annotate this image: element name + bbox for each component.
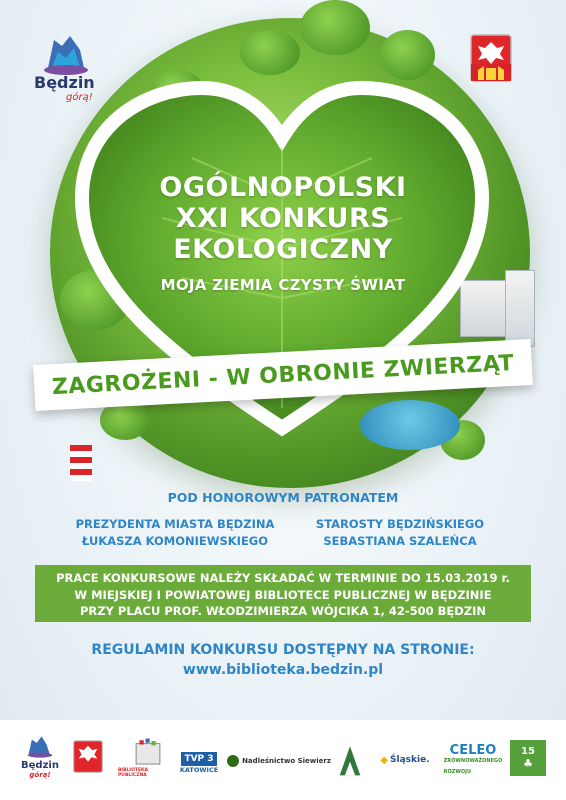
- library-book-icon: [131, 738, 165, 768]
- celeo-logo: [443, 742, 503, 776]
- patron-mayor-name: ŁUKASZA KOMONIEWSKIEGO: [81, 534, 269, 548]
- slaskie-text: Śląskie.: [390, 755, 430, 765]
- title-line-2: XXI KONKURS: [175, 203, 391, 234]
- bedzin-crest-icon: [470, 34, 512, 92]
- patron-mayor-title: PREZYDENTA MIASTA BĘDZINA: [75, 517, 275, 531]
- bedzin-sponsor-logo: [18, 728, 62, 784]
- submission-line-1: PRACE KONKURSOWE NALEŻY SKŁADAĆ W TERMINIE DO 15.03.2019 r.: [56, 571, 510, 585]
- rules-heading: REGULAMIN KONKURSU DOSTĘPNY NA STRONIE:: [91, 642, 475, 658]
- library-logo-text: BIBLIOTEKA PUBLICZNA: [118, 767, 149, 778]
- lighthouse-illustration: [70, 445, 92, 481]
- nadlesnictwo-logo: [226, 750, 332, 772]
- celeo-sub: ZRÓWNOWAŻONEGO ROZWOJU: [443, 757, 503, 775]
- patron-starost-name: SEBASTIANA SZALEŃCA: [323, 534, 477, 548]
- tvp3-text: TVP 3: [181, 752, 216, 766]
- tvp3-logo: [176, 746, 222, 780]
- title-subtitle: MOJA ZIEMIA CZYSTY ŚWIAT: [160, 276, 406, 294]
- bedzin-logo-text: Będzin: [34, 73, 95, 92]
- sdg15-logo: [510, 740, 546, 776]
- tvp3-city: KATOWICE: [179, 766, 219, 774]
- bedzin-logo-tag: górą!: [66, 92, 93, 103]
- title-line-1: OGÓLNOPOLSKI: [159, 172, 407, 203]
- celeo-text: CELEO: [449, 742, 497, 758]
- sdg15-number: 15: [521, 746, 535, 757]
- title-line-3: EKOLOGICZNY: [173, 234, 393, 265]
- slaskie-icon: ◆: [380, 754, 389, 766]
- patron-mayor: [60, 516, 290, 550]
- tree-illustration: [240, 30, 300, 75]
- submission-info-box: [35, 565, 531, 622]
- bedzin-sponsor-icon: [22, 734, 58, 760]
- mountain-icon: [338, 742, 362, 778]
- nadlesnictwo-text: Nadleśnictwo Siewierz: [242, 757, 331, 765]
- rules-url-link[interactable]: www.biblioteka.bedzin.pl: [182, 662, 384, 678]
- bedzin-sponsor-tag: górą!: [29, 770, 51, 779]
- crest-sponsor-icon: [72, 738, 104, 778]
- patron-starost: [300, 516, 500, 550]
- submission-line-3: PRZY PLACU PROF. WŁODZIMIERZA WÓJCIKA 1, 42-500 BĘDZIN: [79, 604, 487, 618]
- sponsor-logos-strip: [0, 720, 566, 800]
- tree-illustration: [300, 0, 370, 55]
- submission-line-2: W MIEJSKIEJ I POWIATOWEJ BIBLIOTECE PUBLICZNEJ W BĘDZINIE: [74, 587, 492, 602]
- library-logo: [118, 730, 178, 785]
- life-on-land-icon: ♣: [523, 757, 533, 770]
- patron-starost-title: STAROSTY BĘDZIŃSKIEGO: [315, 517, 485, 531]
- patronage-heading: POD HONOROWYM PATRONATEM: [167, 490, 399, 505]
- bedzin-sponsor-text: Będzin: [21, 759, 59, 771]
- tree-illustration: [380, 30, 435, 80]
- slaskie-logo: [374, 750, 436, 770]
- bedzin-logo: [30, 30, 100, 105]
- county-logo: [336, 740, 364, 780]
- forest-icon: [227, 755, 239, 767]
- theme-ribbon-text: ZAGROŻENI - W OBRONIE ZWIERZĄT: [51, 350, 515, 400]
